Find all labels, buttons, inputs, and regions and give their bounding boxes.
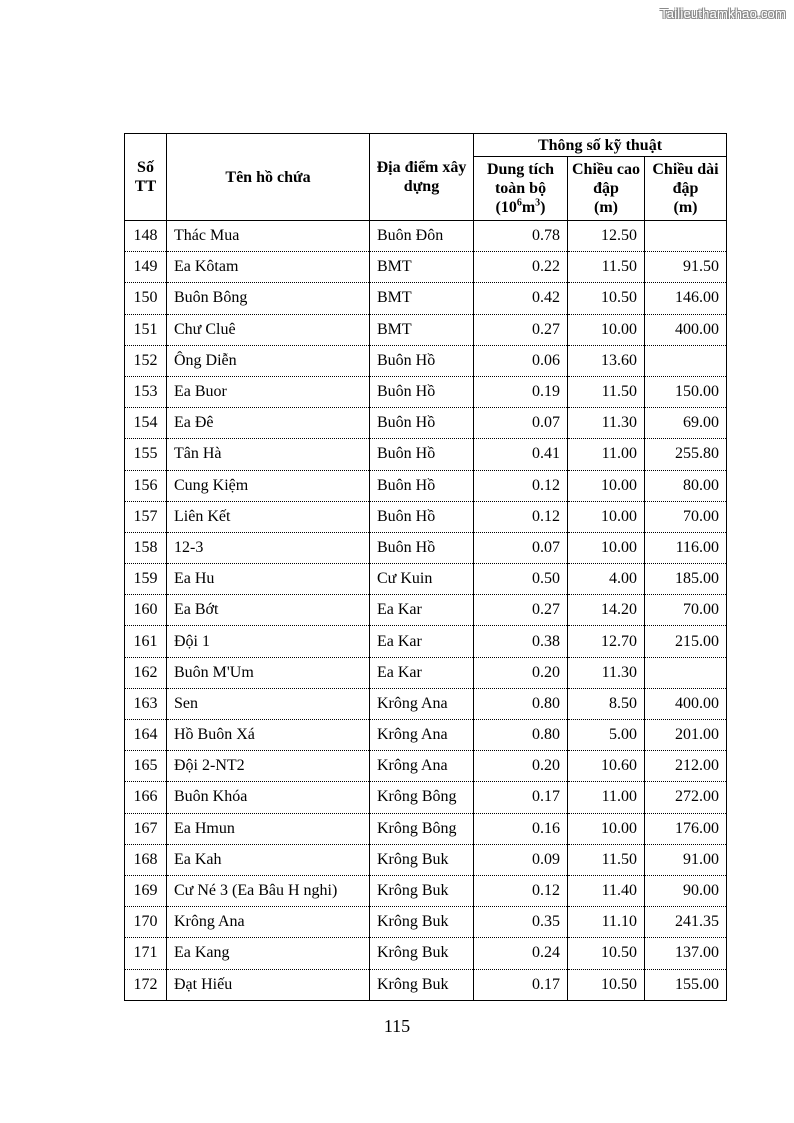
cell-dam-height: 10.50 (568, 969, 645, 1000)
cell-location: Ea Kar (370, 595, 474, 626)
cell-stt: 163 (125, 688, 167, 719)
header-dam-length-unit: (m) (673, 199, 698, 216)
cell-dam-height: 10.00 (568, 470, 645, 501)
cell-stt: 167 (125, 813, 167, 844)
cell-stt: 154 (125, 408, 167, 439)
cell-capacity: 0.38 (474, 626, 568, 657)
cell-dam-length: 212.00 (645, 751, 727, 782)
cell-stt: 162 (125, 657, 167, 688)
cell-dam-length: 80.00 (645, 470, 727, 501)
cell-name: Thác Mua (167, 221, 370, 252)
cell-dam-height: 11.30 (568, 657, 645, 688)
header-dam-height-label: Chiều cao đập (572, 161, 640, 197)
cell-location: BMT (370, 252, 474, 283)
cell-location: Krông Ana (370, 751, 474, 782)
cell-dam-height: 11.00 (568, 782, 645, 813)
header-capacity-unit: $(10^6m^3)$ (495, 197, 546, 216)
cell-dam-length (645, 221, 727, 252)
cell-location: Buôn Hồ (370, 439, 474, 470)
cell-stt: 148 (125, 221, 167, 252)
cell-stt: 152 (125, 345, 167, 376)
cell-dam-length: 70.00 (645, 501, 727, 532)
cell-location: Buôn Đôn (370, 221, 474, 252)
table-row (125, 875, 727, 906)
cell-dam-length (645, 345, 727, 376)
cell-dam-height: 11.50 (568, 252, 645, 283)
table-body (125, 221, 727, 1001)
cell-name: Đạt Hiếu (167, 969, 370, 1000)
cell-name: Krông Ana (167, 907, 370, 938)
header-stt: Số TT (125, 134, 167, 221)
table-row (125, 720, 727, 751)
cell-location: Krông Buk (370, 907, 474, 938)
table-row (125, 439, 727, 470)
cell-dam-length: 155.00 (645, 969, 727, 1000)
cell-capacity: 0.09 (474, 844, 568, 875)
table-row (125, 501, 727, 532)
cell-stt: 169 (125, 875, 167, 906)
cell-stt: 171 (125, 938, 167, 969)
cell-location: BMT (370, 283, 474, 314)
cell-capacity: 0.35 (474, 907, 568, 938)
cell-stt: 158 (125, 532, 167, 563)
cell-name: Cung Kiệm (167, 470, 370, 501)
cell-dam-height: 12.70 (568, 626, 645, 657)
cell-dam-height: 4.00 (568, 564, 645, 595)
cell-name: Đội 2-NT2 (167, 751, 370, 782)
cell-stt: 164 (125, 720, 167, 751)
cell-name: Sen (167, 688, 370, 719)
cell-name: Ea Kah (167, 844, 370, 875)
cell-dam-height: 10.50 (568, 938, 645, 969)
cell-dam-length: 150.00 (645, 376, 727, 407)
cell-name: Buôn Bông (167, 283, 370, 314)
header-name: Tên hồ chứa (167, 134, 370, 221)
cell-stt: 151 (125, 314, 167, 345)
cell-dam-length: 185.00 (645, 564, 727, 595)
cell-dam-height: 11.40 (568, 875, 645, 906)
cell-dam-length: 91.00 (645, 844, 727, 875)
cell-dam-length: 69.00 (645, 408, 727, 439)
cell-name: Ea Hmun (167, 813, 370, 844)
cell-capacity: 0.06 (474, 345, 568, 376)
table-row (125, 626, 727, 657)
cell-stt: 160 (125, 595, 167, 626)
cell-capacity: 0.20 (474, 751, 568, 782)
cell-name: Ea Kôtam (167, 252, 370, 283)
cell-name: Ông Diễn (167, 345, 370, 376)
cell-location: Buôn Hồ (370, 501, 474, 532)
cell-dam-length: 70.00 (645, 595, 727, 626)
header-dam-length (645, 157, 727, 221)
table-row (125, 969, 727, 1000)
cell-location: Ea Kar (370, 657, 474, 688)
cell-location: Buôn Hồ (370, 532, 474, 563)
cell-dam-length: 90.00 (645, 875, 727, 906)
cell-name: Đội 1 (167, 626, 370, 657)
table-row (125, 657, 727, 688)
cell-name: Ea Hu (167, 564, 370, 595)
reservoir-table (124, 133, 727, 1001)
table-row (125, 314, 727, 345)
cell-name: 12-3 (167, 532, 370, 563)
cell-capacity: 0.80 (474, 688, 568, 719)
cell-dam-length: 400.00 (645, 688, 727, 719)
cell-dam-height: 11.50 (568, 844, 645, 875)
cell-stt: 166 (125, 782, 167, 813)
cell-dam-length: 400.00 (645, 314, 727, 345)
header-dam-height-unit: (m) (594, 199, 618, 216)
cell-location: Buôn Hồ (370, 376, 474, 407)
cell-dam-height: 12.50 (568, 221, 645, 252)
table-header (125, 134, 727, 221)
table-row (125, 376, 727, 407)
cell-location: Cư Kuin (370, 564, 474, 595)
cell-location: Krông Bông (370, 813, 474, 844)
table-row (125, 221, 727, 252)
table-row (125, 907, 727, 938)
cell-location: Krông Ana (370, 720, 474, 751)
header-dam-height (568, 157, 645, 221)
cell-stt: 159 (125, 564, 167, 595)
cell-dam-height: 10.00 (568, 314, 645, 345)
cell-capacity: 0.20 (474, 657, 568, 688)
cell-dam-length: 116.00 (645, 532, 727, 563)
cell-name: Cư Né 3 (Ea Bâu H nghi) (167, 875, 370, 906)
cell-capacity: 0.12 (474, 470, 568, 501)
cell-location: Krông Buk (370, 938, 474, 969)
cell-name: Buôn M'Um (167, 657, 370, 688)
cell-capacity: 0.22 (474, 252, 568, 283)
cell-name: Ea Đê (167, 408, 370, 439)
cell-location: Ea Kar (370, 626, 474, 657)
cell-stt: 168 (125, 844, 167, 875)
cell-dam-height: 5.00 (568, 720, 645, 751)
cell-name: Chư Cluê (167, 314, 370, 345)
cell-capacity: 0.27 (474, 314, 568, 345)
table-row (125, 252, 727, 283)
cell-capacity: 0.12 (474, 501, 568, 532)
cell-dam-height: 10.00 (568, 532, 645, 563)
cell-location: Buôn Hồ (370, 408, 474, 439)
cell-capacity: 0.19 (474, 376, 568, 407)
table-row (125, 751, 727, 782)
cell-dam-height: 10.00 (568, 501, 645, 532)
cell-stt: 150 (125, 283, 167, 314)
cell-capacity: 0.41 (474, 439, 568, 470)
header-technical-group: Thông số kỹ thuật (474, 134, 727, 157)
table-row (125, 283, 727, 314)
header-capacity-label: Dung tích toàn bộ (486, 161, 555, 197)
cell-capacity: 0.50 (474, 564, 568, 595)
cell-dam-height: 10.50 (568, 283, 645, 314)
cell-dam-height: 10.60 (568, 751, 645, 782)
cell-stt: 170 (125, 907, 167, 938)
cell-dam-length: 91.50 (645, 252, 727, 283)
table-row (125, 345, 727, 376)
cell-stt: 161 (125, 626, 167, 657)
table-row (125, 564, 727, 595)
cell-dam-length (645, 657, 727, 688)
cell-dam-height: 14.20 (568, 595, 645, 626)
cell-capacity: 0.12 (474, 875, 568, 906)
table-row (125, 470, 727, 501)
cell-capacity: 0.16 (474, 813, 568, 844)
cell-dam-length: 176.00 (645, 813, 727, 844)
cell-name: Liên Kết (167, 501, 370, 532)
page-number: 115 (383, 1016, 411, 1036)
cell-dam-height: 11.50 (568, 376, 645, 407)
cell-stt: 149 (125, 252, 167, 283)
cell-stt: 172 (125, 969, 167, 1000)
cell-capacity: 0.27 (474, 595, 568, 626)
cell-stt: 165 (125, 751, 167, 782)
cell-location: BMT (370, 314, 474, 345)
cell-dam-height: 10.00 (568, 813, 645, 844)
cell-stt: 156 (125, 470, 167, 501)
table-row (125, 844, 727, 875)
header-dam-length-label: Chiều dài đập (652, 161, 719, 197)
cell-dam-height: 13.60 (568, 345, 645, 376)
cell-name: Ea Buor (167, 376, 370, 407)
table-row (125, 938, 727, 969)
cell-stt: 155 (125, 439, 167, 470)
cell-name: Buôn Khóa (167, 782, 370, 813)
table-row (125, 813, 727, 844)
header-capacity (474, 157, 568, 221)
cell-name: Tân Hà (167, 439, 370, 470)
cell-name: Ea Kang (167, 938, 370, 969)
header-location: Địa điểm xây dựng (370, 134, 474, 221)
table-row (125, 782, 727, 813)
cell-dam-length: 215.00 (645, 626, 727, 657)
cell-location: Krông Buk (370, 969, 474, 1000)
watermark-text: Tailieuthamkhao.com (660, 6, 786, 21)
cell-name: Ea Bớt (167, 595, 370, 626)
cell-name: Hồ Buôn Xá (167, 720, 370, 751)
cell-capacity: 0.42 (474, 283, 568, 314)
cell-dam-height: 11.00 (568, 439, 645, 470)
cell-capacity: 0.78 (474, 221, 568, 252)
table-row (125, 595, 727, 626)
cell-dam-length: 201.00 (645, 720, 727, 751)
cell-dam-length: 146.00 (645, 283, 727, 314)
cell-location: Krông Bông (370, 782, 474, 813)
cell-stt: 157 (125, 501, 167, 532)
cell-dam-height: 8.50 (568, 688, 645, 719)
cell-dam-height: 11.10 (568, 907, 645, 938)
cell-location: Krông Ana (370, 688, 474, 719)
cell-capacity: 0.80 (474, 720, 568, 751)
table-row (125, 408, 727, 439)
table-row (125, 532, 727, 563)
cell-location: Krông Buk (370, 875, 474, 906)
cell-location: Krông Buk (370, 844, 474, 875)
cell-dam-length: 255.80 (645, 439, 727, 470)
cell-dam-length: 241.35 (645, 907, 727, 938)
cell-location: Buôn Hồ (370, 345, 474, 376)
cell-capacity: 0.24 (474, 938, 568, 969)
cell-capacity: 0.07 (474, 408, 568, 439)
cell-capacity: 0.07 (474, 532, 568, 563)
cell-capacity: 0.17 (474, 969, 568, 1000)
table-row (125, 688, 727, 719)
cell-dam-height: 11.30 (568, 408, 645, 439)
cell-location: Buôn Hồ (370, 470, 474, 501)
cell-capacity: 0.17 (474, 782, 568, 813)
cell-dam-length: 137.00 (645, 938, 727, 969)
cell-dam-length: 272.00 (645, 782, 727, 813)
cell-stt: 153 (125, 376, 167, 407)
